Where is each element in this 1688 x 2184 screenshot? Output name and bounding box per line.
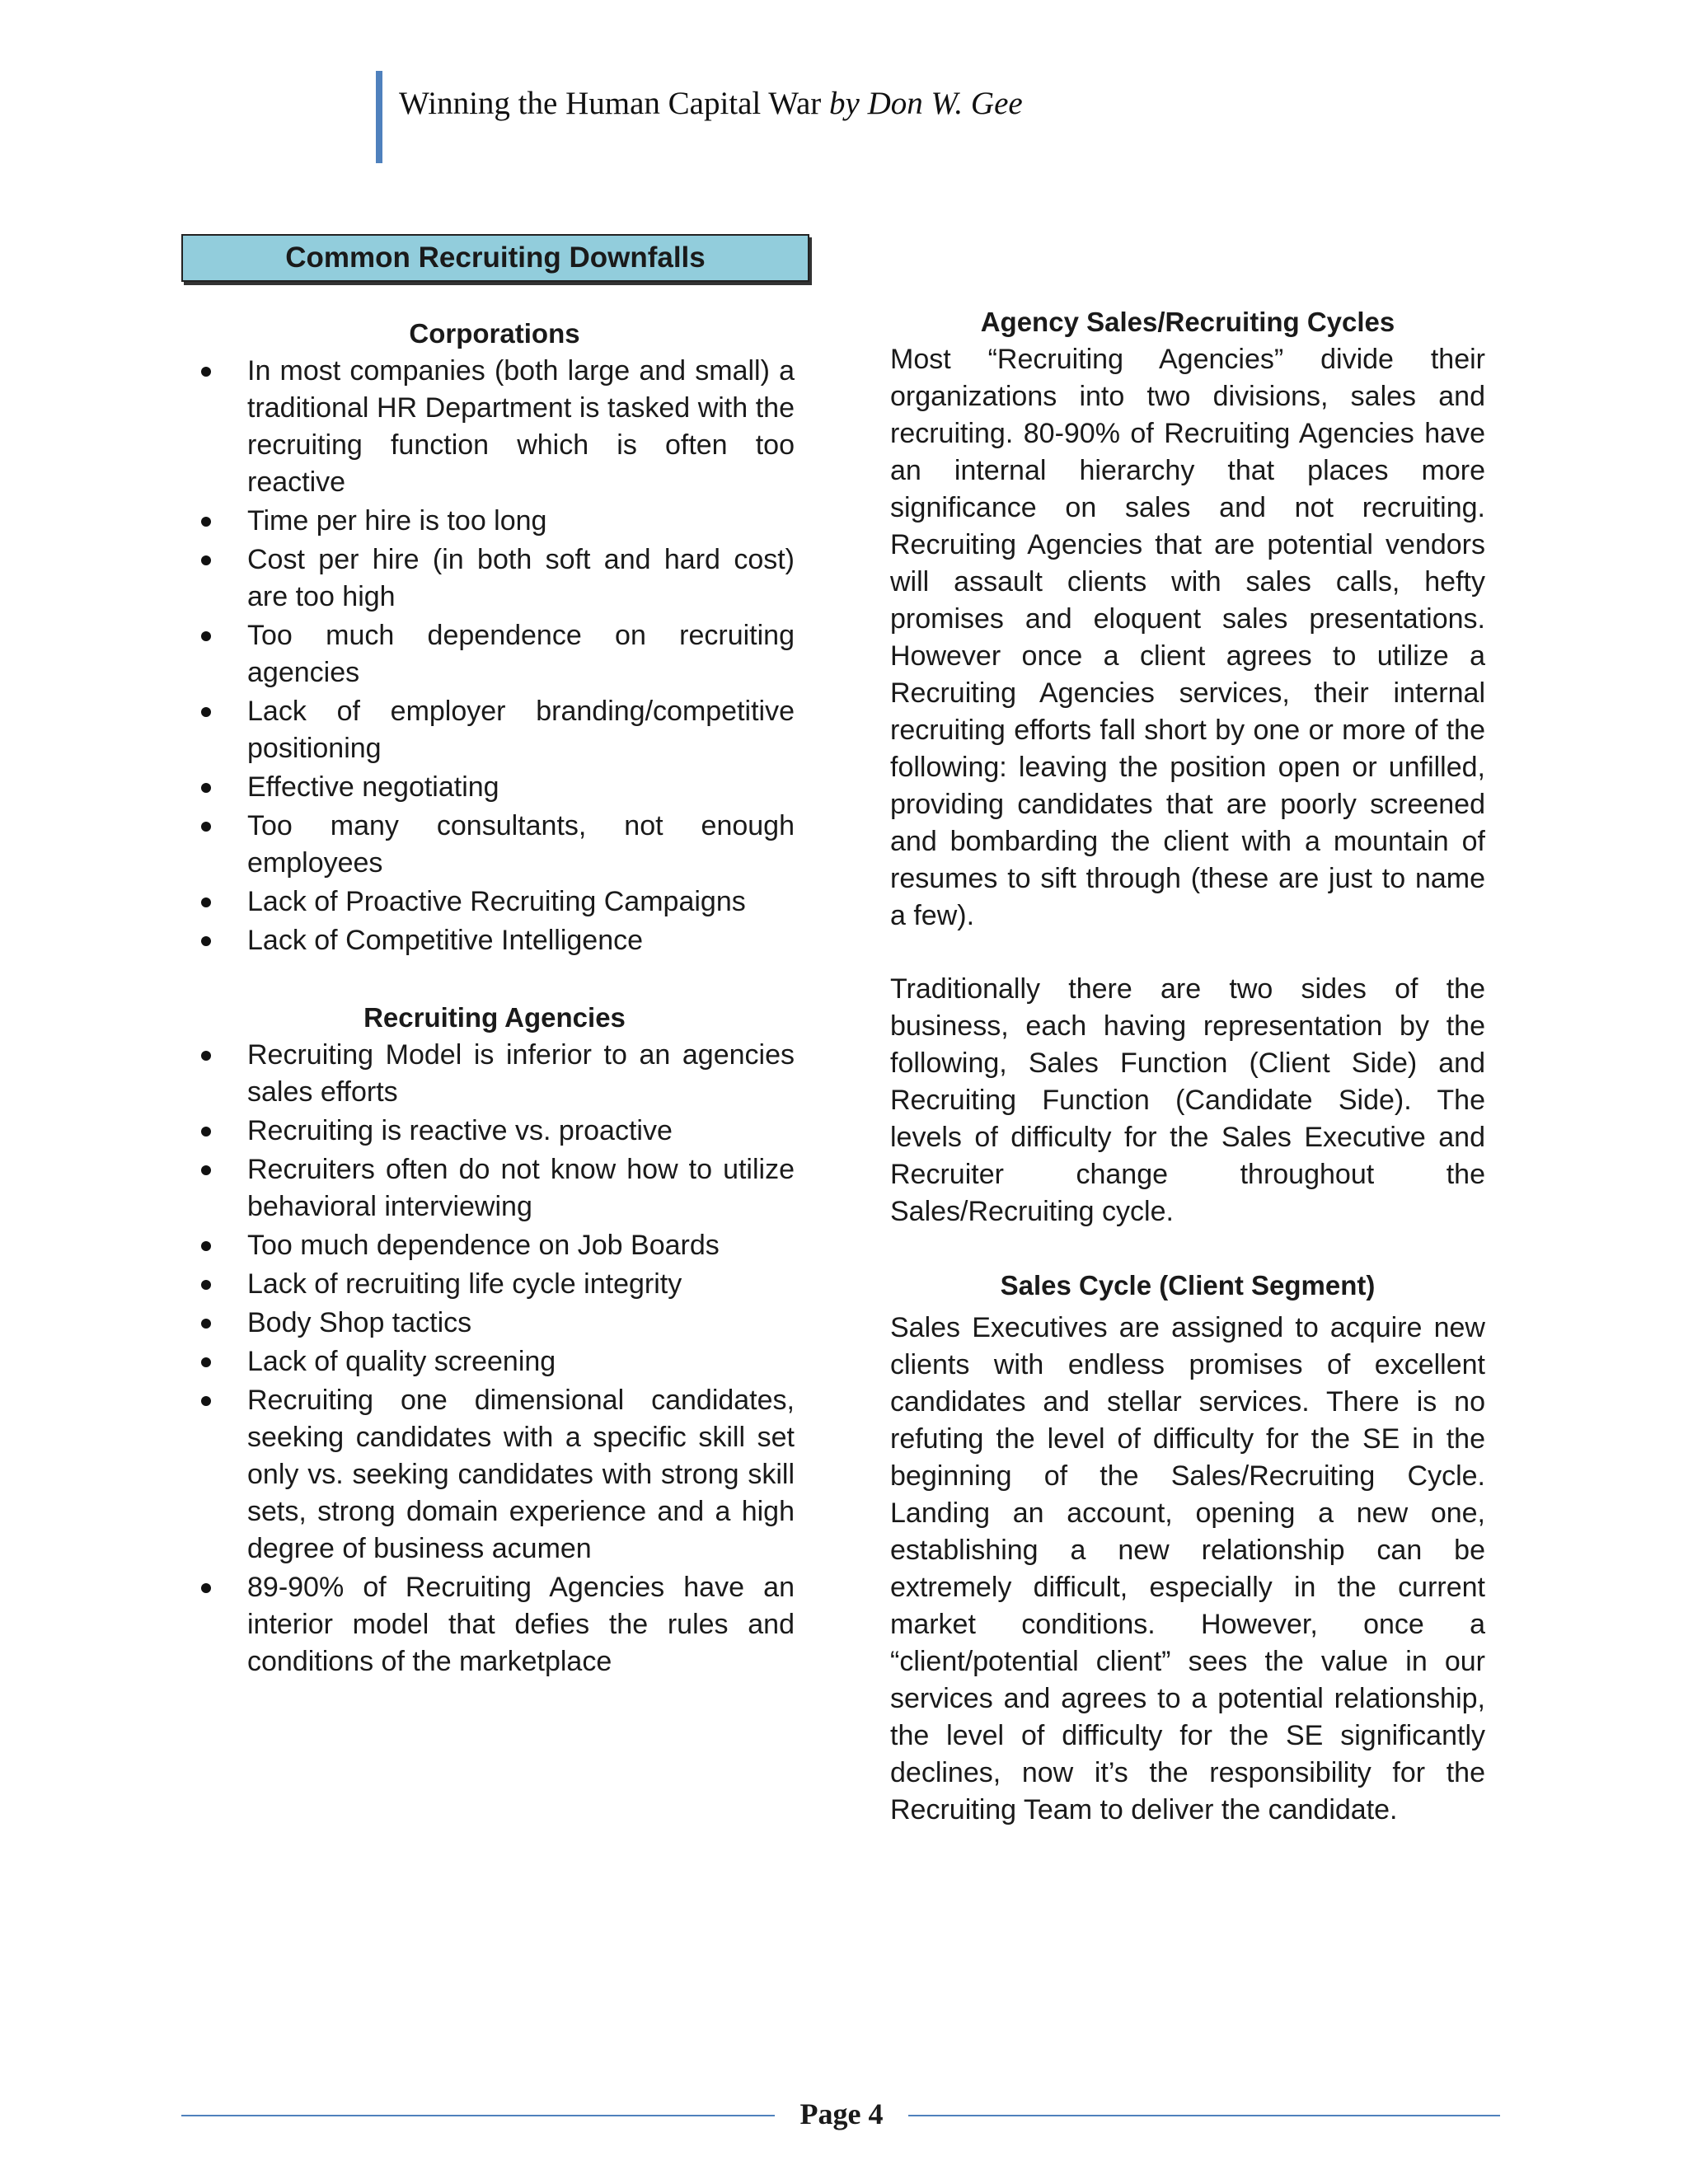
- footer-rule-right: [908, 2115, 1500, 2116]
- page-footer: [181, 2093, 1500, 2135]
- bullet-icon: [201, 631, 211, 641]
- sales-cycle-paragraph: Sales Executives are assigned to acquire new clients with endless promises of excellent candidates and stellar services. There is no refuting the level of difficulty for the SE in the beginning of the Sales/Recruiting Cycle. Landing an account, opening a new one, establishing a new relationship can be extremely difficult, especially in the current market conditions. However, once a “client/potential client” sees the value in our services and agrees to a potential relationship, the level of difficulty for the SE significantly declines, now it’s the responsibility for the Recruiting Team to deliver the candidate.: [890, 1312, 1485, 1825]
- list-item-text: Lack of Proactive Recruiting Campaigns: [247, 886, 746, 917]
- bullet-icon: [201, 1127, 211, 1137]
- bullet-icon: [201, 1280, 211, 1290]
- list-item-text: Lack of quality screening: [247, 1346, 556, 1377]
- bullet-icon: [201, 898, 211, 907]
- list-item: [195, 1037, 795, 1111]
- list-item: [195, 1569, 795, 1680]
- list-item: [195, 693, 795, 767]
- corporations-heading: Corporations: [409, 318, 580, 349]
- list-item-text: Time per hire is too long: [247, 505, 547, 537]
- bullet-icon: [201, 1241, 211, 1251]
- page-number: Page 4: [799, 2097, 884, 2130]
- list-item: [195, 1113, 795, 1150]
- page-header: [376, 71, 1023, 163]
- list-item-text: Recruiting one dimensional candidates, seeking candidates with a specific skill set only vs. seeking candidates with strong skill sets, strong domain experience and a high degree of business acumen: [247, 1385, 795, 1564]
- list-item: [195, 1343, 795, 1380]
- list-item: [195, 769, 795, 806]
- list-item-text: 89-90% of Recruiting Agencies have an interior model that defies the rules and conditions of the marketplace: [247, 1572, 795, 1677]
- list-item: [195, 883, 795, 921]
- list-item: [195, 353, 795, 501]
- list-item-text: Body Shop tactics: [247, 1307, 472, 1338]
- list-item-text: Lack of recruiting life cycle integrity: [247, 1268, 682, 1300]
- bullet-icon: [201, 517, 211, 527]
- list-item-text: Lack of employer branding/competitive positioning: [247, 696, 795, 764]
- list-item-text: Cost per hire (in both soft and hard cost) are too high: [247, 544, 795, 612]
- bullet-icon: [201, 1165, 211, 1175]
- list-item-text: Recruiters often do not know how to utilize behavioral interviewing: [247, 1154, 795, 1222]
- section-title: Common Recruiting Downfalls: [285, 241, 706, 274]
- bullet-icon: [201, 783, 211, 793]
- agencies-list: [195, 1037, 795, 1680]
- list-item: [195, 1151, 795, 1226]
- agencies-heading: Recruiting Agencies: [363, 1002, 626, 1033]
- list-item-text: Too many consultants, not enough employees: [247, 810, 795, 879]
- list-item: [195, 617, 795, 691]
- cycles-heading: Agency Sales/Recruiting Cycles: [980, 307, 1395, 337]
- section-title-box: [181, 234, 809, 282]
- list-item: [195, 1266, 795, 1303]
- left-column: [195, 315, 795, 1682]
- list-item-text: Lack of Competitive Intelligence: [247, 925, 644, 956]
- business-sides-paragraph: Traditionally there are two sides of the business, each having representation by the following, Sales Function (Client Side) and Recruiting Function (Candidate Side). The levels of difficulty for the Sales Executive and Recruiter change throughout the Sales/Recruiting cycle.: [890, 973, 1485, 1227]
- bullet-icon: [201, 555, 211, 565]
- cycles-paragraph: Most “Recruiting Agencies” divide their organizations into two divisions, sales and recruiting. 80-90% of Recruiting Agencies have an internal hierarchy that places more significance on sales and not recruiting. Recruiting Agencies that are potential vendors will assault clients with sales calls, hefty promises and eloquent sales presentations. However once a client agrees to utilize a Recruiting Agencies services, their internal recruiting efforts fall short by one or more of the following: leaving the position open or unfilled, providing candidates that are poorly screened and bombarding the client with a mountain of resumes to sift through (these are just to name a few).: [890, 344, 1485, 931]
- list-item-text: In most companies (both large and small) a traditional HR Department is tasked with the recruiting function which is often too reactive: [247, 355, 795, 498]
- bullet-icon: [201, 822, 211, 832]
- list-item: [195, 1382, 795, 1568]
- list-item: [195, 1227, 795, 1264]
- list-item-text: Recruiting Model is inferior to an agencies sales efforts: [247, 1039, 795, 1108]
- sales-cycle-heading: Sales Cycle (Client Segment): [1000, 1270, 1376, 1301]
- bullet-icon: [201, 1319, 211, 1329]
- bullet-icon: [201, 1583, 211, 1593]
- bullet-icon: [201, 1051, 211, 1061]
- list-item: [195, 503, 795, 540]
- right-column: [890, 303, 1485, 1829]
- bullet-icon: [201, 1357, 211, 1367]
- footer-rule-left: [181, 2115, 775, 2116]
- bullet-icon: [201, 707, 211, 717]
- list-item-text: Too much dependence on Job Boards: [247, 1230, 720, 1261]
- list-item: [195, 922, 795, 959]
- book-title: Winning the Human Capital War: [399, 86, 822, 121]
- book-author: by Don W. Gee: [829, 86, 1023, 121]
- list-item-text: Too much dependence on recruiting agencies: [247, 620, 795, 688]
- bullet-icon: [201, 367, 211, 377]
- list-item: [195, 808, 795, 882]
- corporations-list: [195, 353, 795, 959]
- bullet-icon: [201, 1396, 211, 1406]
- bullet-icon: [201, 936, 211, 946]
- list-item-text: Effective negotiating: [247, 771, 499, 803]
- list-item: [195, 541, 795, 616]
- list-item: [195, 1305, 795, 1342]
- list-item-text: Recruiting is reactive vs. proactive: [247, 1115, 673, 1146]
